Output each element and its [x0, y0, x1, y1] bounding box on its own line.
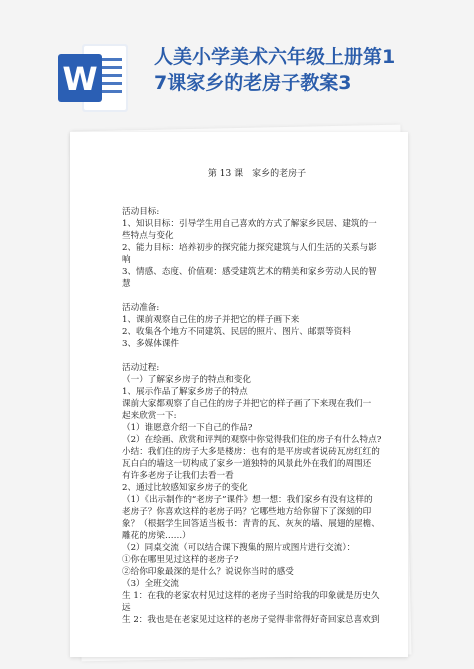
process-line: 课前大家都观察了自己住的房子并把它的样子画了下来现在我们一 [122, 399, 372, 409]
goal-2-line-a: 2、能力目标：培养初步的探究能力探究建筑与人们生活的关系与影 [122, 243, 377, 253]
process-line: 雕花的房梁……） [122, 531, 191, 541]
goal-3-line-b: 慧 [122, 279, 131, 289]
process-line: （1）《出示制作的“老房子”课件》想一想：我们家乡有没有这样的 [122, 495, 373, 505]
process-line: 小结：我们住的房子大多是楼房：也有的是平房或者说砖瓦房红红的 [122, 447, 380, 457]
document-header [0, 0, 474, 130]
process-line: （一）了解家乡房子的特点和变化 [122, 375, 251, 385]
process-line: 生 2：我也是在老家见过这样的老房子觉得非常得好奇回家总喜欢到 [122, 615, 380, 625]
process-line: （3）全班交流 [122, 579, 180, 589]
prep-item-3: 3、多媒体课件 [122, 339, 180, 349]
goals-title: 活动目标: [122, 207, 160, 217]
process-line: （2）在绘画、欣赏和评判的观察中你觉得我们住的房子有什么特点? [122, 435, 382, 445]
process-line: （2）同桌交流（可以结合课下搜集的照片或图片进行交流）： [122, 543, 356, 553]
process-title: 活动过程: [122, 363, 160, 373]
word-document-icon [56, 40, 132, 116]
process-line: 象？（根据学生回答适当板书：青青的瓦、灰灰的墙、展翅的屋檐、 [122, 519, 380, 529]
process-line: ①你在哪里见过这样的老房子? [122, 555, 239, 565]
process-line: 生 1：在我的老家农村见过这样的老房子当时给我的印象就是历史久 [122, 591, 380, 601]
process-line: 1、展示作品了解家乡房子的特点 [122, 387, 248, 397]
goal-3-line-a: 3、情感、态度、价值观：感受建筑艺术的精美和家乡劳动人民的智 [122, 267, 377, 277]
prep-title: 活动准备: [122, 303, 160, 313]
process-line: ②给你印象最深的是什么？说说你当时的感受 [122, 567, 294, 577]
process-line: 瓦白白的墙这一切构成了家乡一道独特的风景此外在我们的周围还 [122, 459, 372, 469]
page-title [154, 44, 454, 96]
goal-1-line-a: 1、知识目标：引导学生用自己喜欢的方式了解家乡民居、建筑的一 [122, 219, 377, 229]
page-title-line-2: 7课家乡的老房子教案3 [154, 72, 352, 94]
process-line: 起来欣赏一下: [122, 411, 177, 421]
goal-1-line-b: 些特点与变化 [122, 231, 174, 241]
process-line: 2、通过比较感知家乡房子的变化 [122, 483, 248, 493]
process-line: 老房子？你喜欢这样的老房子吗？它哪些地方给你留下了深刻的印 [122, 507, 372, 517]
process-line: 远 [122, 603, 131, 613]
prep-item-1: 1、课前观察自己住的房子并把它的样子画下来 [122, 315, 300, 325]
process-line: （1）谁愿意介绍一下自己的作品? [122, 423, 253, 433]
goal-2-line-b: 响 [122, 255, 131, 265]
lesson-heading: 第 13 课 家乡的老房子 [207, 169, 307, 179]
word-logo-letter: W [62, 60, 98, 98]
process-line: 有许多老房子让我们去看一看 [122, 471, 234, 481]
prep-item-2: 2、收集各个地方不同建筑、民居的照片、图片、邮票等资料 [122, 327, 351, 337]
document-page [70, 132, 408, 657]
page-title-line-1: 人美小学美术六年级上册第1 [154, 46, 396, 68]
